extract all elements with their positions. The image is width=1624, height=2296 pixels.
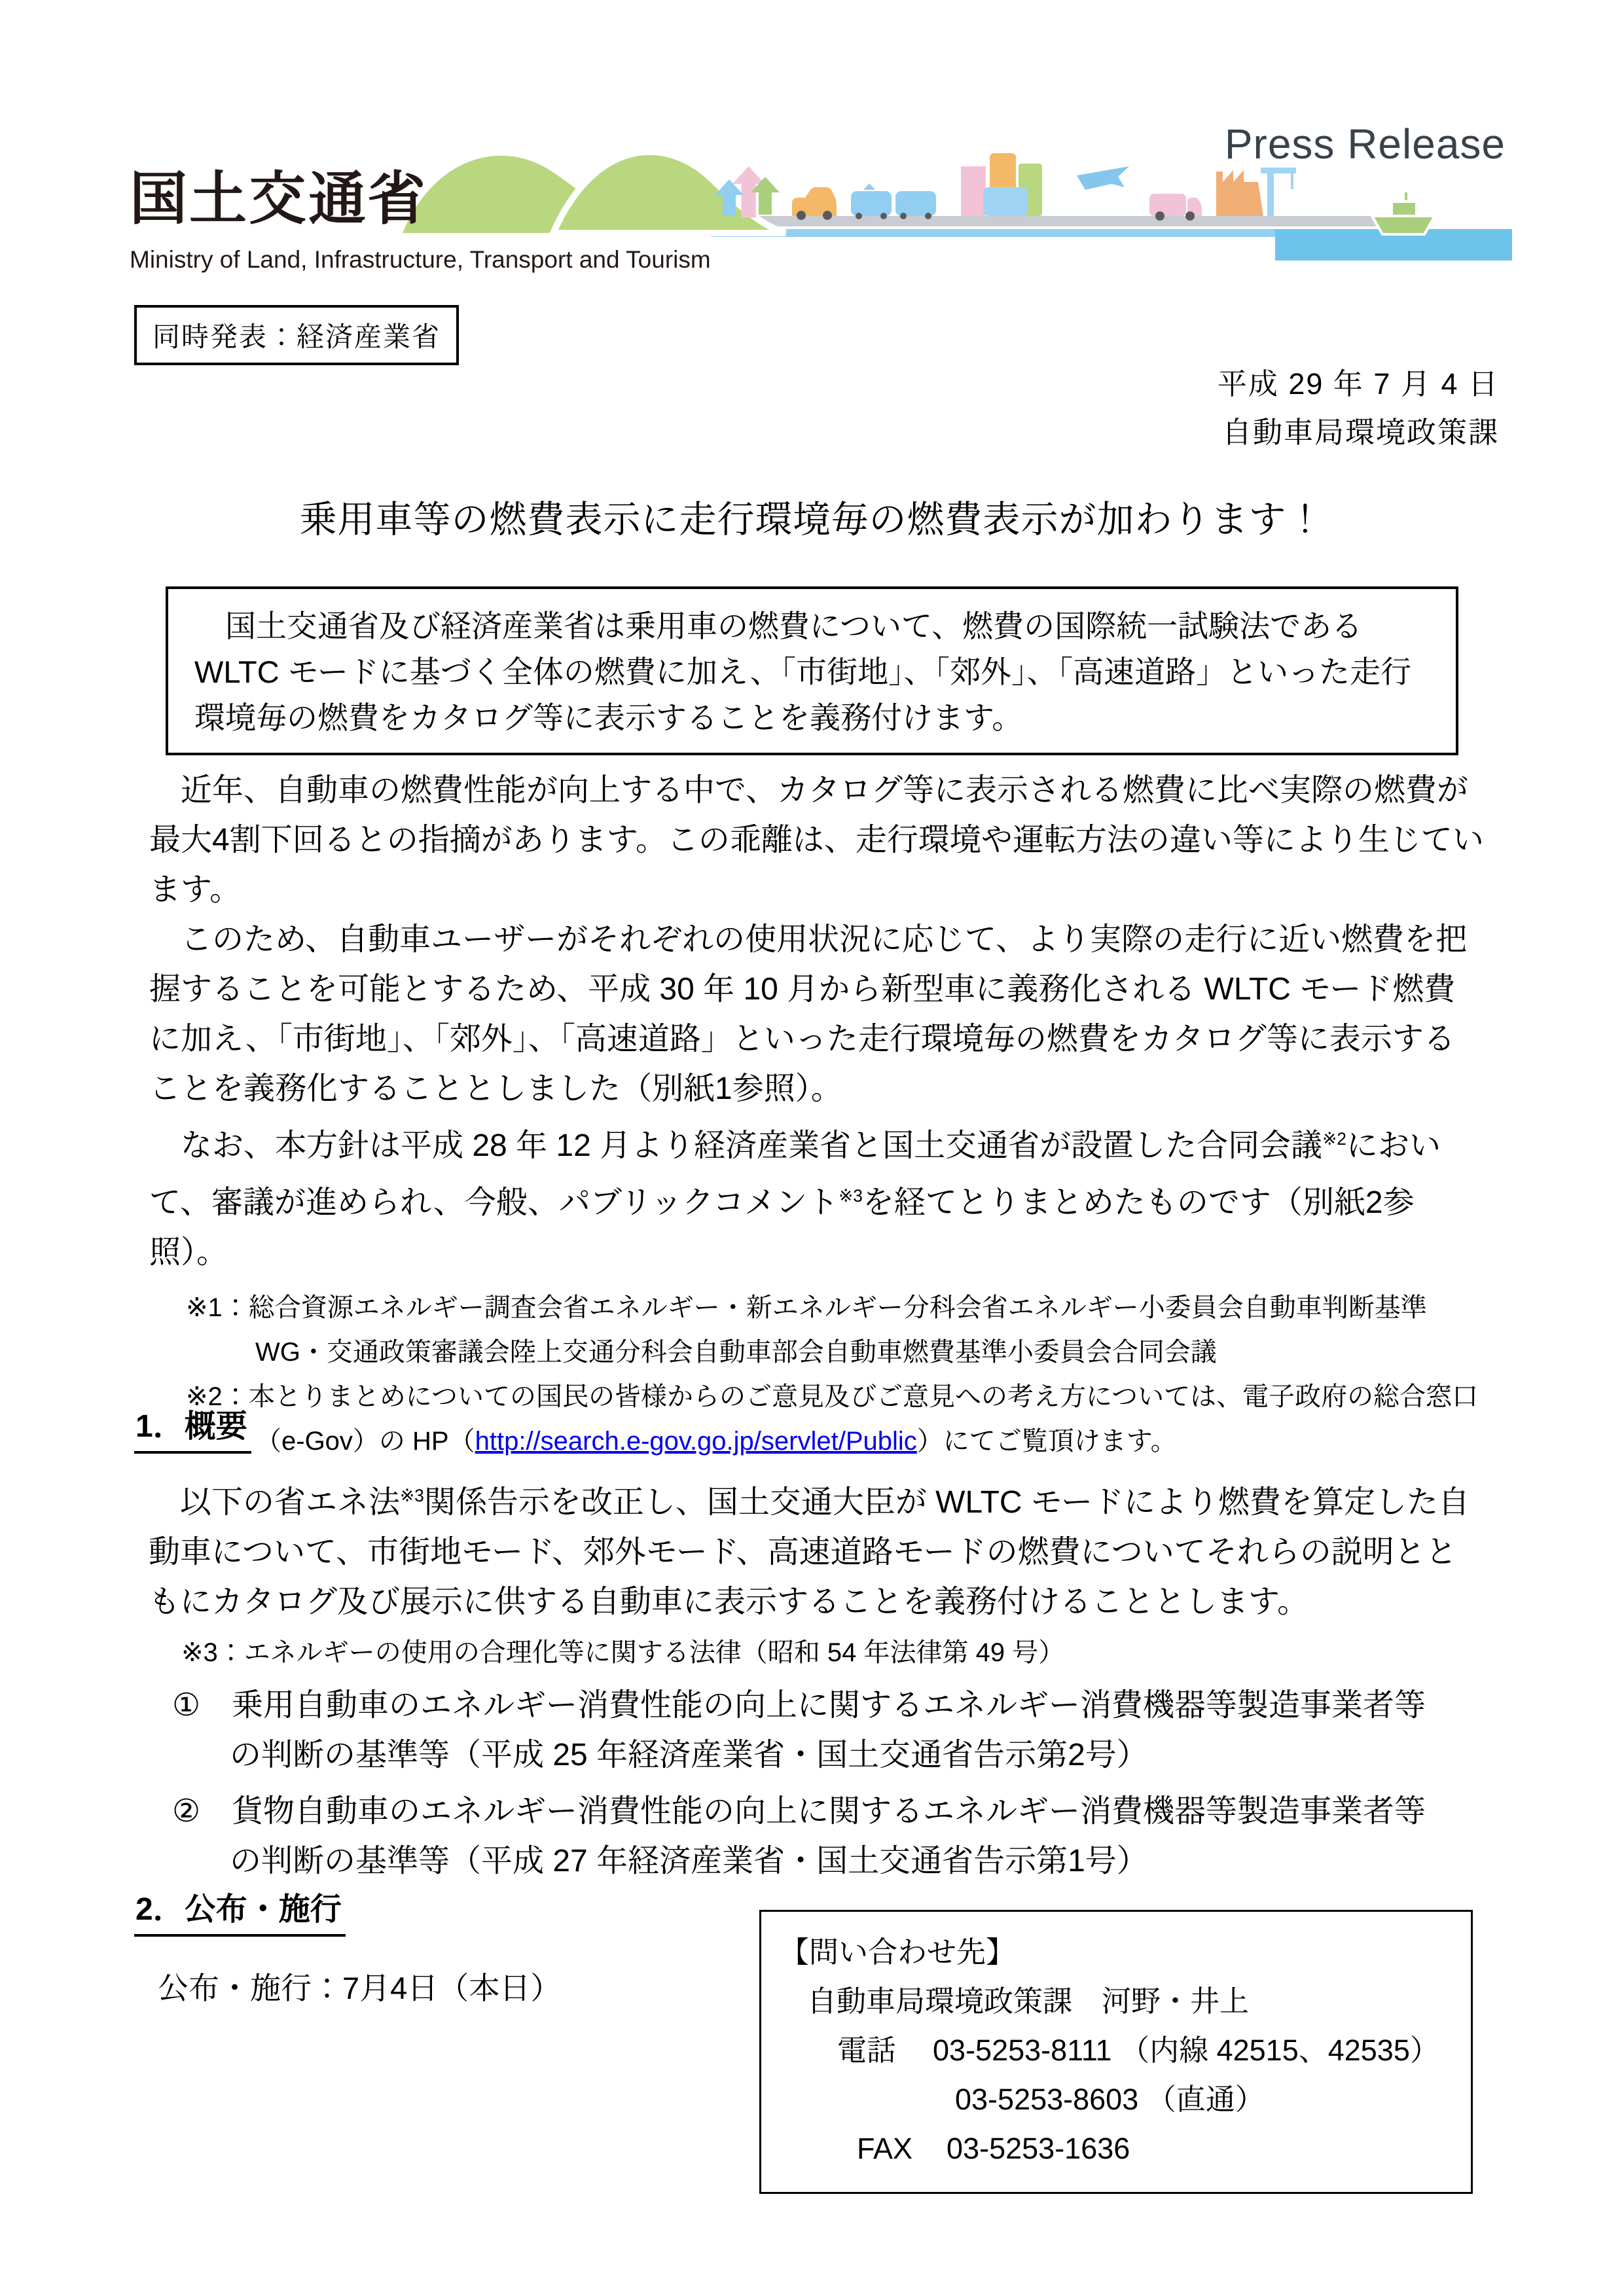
date-block bbox=[1218, 360, 1499, 457]
car-wheel-icon bbox=[797, 211, 806, 220]
summary-box bbox=[166, 586, 1458, 755]
tel-label: 電話 bbox=[837, 2034, 897, 2067]
section-overview bbox=[134, 1401, 1487, 1886]
fax-label: FAX bbox=[857, 2132, 913, 2165]
building-icon bbox=[961, 166, 986, 216]
train-icon bbox=[851, 191, 892, 216]
airplane-icon bbox=[1077, 166, 1129, 190]
section-promulgation bbox=[134, 1884, 789, 2008]
joint-release-text: 同時発表：経済産業省 bbox=[153, 321, 441, 352]
crane-icon bbox=[1267, 173, 1274, 216]
section-2-body: 公布・施行：7月4日（本日） bbox=[158, 1971, 562, 2005]
page-title: 乗用車等の燃費表示に走行環境毎の燃費表示が加わります！ bbox=[299, 499, 1325, 541]
contact-heading: 【問い合わせ先】 bbox=[780, 1935, 1016, 1969]
sea-strip-icon bbox=[711, 229, 1275, 237]
list-item-1: ① 乗用自動車のエネルギー消費性能の向上に関するエネルギー消費機器等製造事業者等の判断の基準等（平成 25 年経済産業省・国土交通省告示第2号） bbox=[172, 1688, 1426, 1772]
section-1-heading: 1．概要 bbox=[134, 1401, 1487, 1454]
contact-tel-row bbox=[780, 2026, 1453, 2075]
mlit-logo-subtitle: Ministry of Land, Infrastructure, Transport and Tourism bbox=[130, 246, 711, 273]
footnote-ref-2: ※2 bbox=[1322, 1129, 1346, 1149]
joint-release-box bbox=[134, 305, 459, 365]
paragraph-3-text: なお、本方針は平成 28 年 12 月より経済産業省と国土交通省が設置した合同会議 bbox=[181, 1128, 1323, 1163]
press-release-label: Press Release bbox=[1224, 120, 1506, 168]
section-1-paragraph bbox=[149, 1471, 1471, 1627]
footnote-ref-3: ※3 bbox=[400, 1486, 424, 1505]
train-wheel-icon bbox=[856, 213, 862, 219]
contact-fax-row bbox=[780, 2124, 1453, 2173]
tel-number-2: 03-5253-8603 （直通） bbox=[955, 2083, 1265, 2116]
egov-link[interactable]: http://search.e-gov.go.jp/servlet/Public bbox=[475, 1427, 917, 1456]
contact-box bbox=[759, 1910, 1473, 2194]
train-wheel-icon bbox=[880, 213, 887, 219]
footnote-2-text: ）にてご覧頂けます。 bbox=[916, 1427, 1177, 1456]
footnote-ref-3: ※3 bbox=[839, 1186, 863, 1206]
summary-text: 国土交通省及び経済産業省は乗用車の燃費について、燃費の国際統一試験法であるWLTC モードに基づく全体の燃費に加え、「市街地」、「郊外」、「高速道路」といった走行環境毎の燃費をカタログ等に表示することを義務付けます。 bbox=[194, 609, 1412, 735]
list-item-2: ② 貨物自動車のエネルギー消費性能の向上に関するエネルギー消費機器等製造事業者等の判断の基準等（平成 27 年経済産業省・国土交通省告示第1号） bbox=[172, 1794, 1426, 1878]
paragraph-1: 近年、自動車の燃費性能が向上する中で、カタログ等に表示される燃費に比べ実際の燃費が最大4割下回るとの指摘があります。この乖離は、走行環境や運転方法の違い等により生じています。 bbox=[149, 773, 1484, 907]
contact-department: 自動車局環境政策課 河野・井上 bbox=[807, 1984, 1250, 2018]
crane-jib-icon bbox=[1261, 168, 1296, 173]
paragraph-3 bbox=[149, 1114, 1485, 1278]
mlit-logo-title: 国土交通省 bbox=[130, 166, 428, 231]
factory-icon bbox=[1216, 170, 1263, 216]
crane-cable-icon bbox=[1291, 173, 1293, 189]
section-2-heading: 2．公布・施行 bbox=[134, 1884, 789, 1937]
ship-icon bbox=[1372, 191, 1435, 234]
train-icon bbox=[895, 191, 936, 216]
body-text bbox=[149, 766, 1485, 1463]
paragraph-2: このため、自動車ユーザーがそれぞれの使用状況に応じて、より実際の走行に近い燃費を把握することを可能とするため、平成 30 年 10 月から新型車に義務化される WLTC モード燃費に加え、「市街地」、「郊外」、「高速道路」といった走行環境毎の燃費をカタログ等に表示することを義務化することとしました（別紙1参照）。 bbox=[149, 922, 1468, 1106]
footnote-3: ※3：エネルギーの使用の合理化等に関する法律（昭和 54 年法律第 49 号） bbox=[181, 1638, 1065, 1667]
section-1-text: 以下の省エネ法 bbox=[180, 1485, 401, 1520]
paragraph-3-text: を経てとりまとめたものです（別紙2参照）。 bbox=[149, 1185, 1415, 1270]
paragraph-3-text: において、審議が進められ、今般、パブリックコメント bbox=[149, 1128, 1441, 1220]
tel-number-1: 03-5253-8111 （内線 42515、42535） bbox=[933, 2034, 1439, 2067]
footnote-2-text: ※2：本とりまとめについての国民の皆様からのご意見及びご意見への考え方については、電子政府の総合窓口（e-Gov）の HP（ bbox=[186, 1382, 1479, 1456]
car-wheel-icon bbox=[823, 211, 832, 220]
train-wheel-icon bbox=[925, 213, 931, 219]
road-icon bbox=[706, 216, 1401, 226]
truck-wheel-icon bbox=[1185, 211, 1195, 221]
truck-wheel-icon bbox=[1155, 211, 1164, 221]
train-pantograph-icon bbox=[863, 183, 875, 190]
building-icon bbox=[983, 187, 1028, 216]
mlit-logo bbox=[130, 153, 711, 274]
release-date: 平成 29 年 7 月 4 日 bbox=[1217, 367, 1499, 401]
department-name: 自動車局環境政策課 bbox=[1221, 416, 1499, 449]
truck-icon bbox=[1149, 194, 1186, 216]
footnote-1: ※1：総合資源エネルギー調査会省エネルギー・新エネルギー分科会省エネルギー小委員会自動車判断基準 WG・交通政策審議会陸上交通分科会自動車部会自動車燃費基準小委員会合同会議 bbox=[186, 1293, 1427, 1367]
section-1-text: 関係告示を改正し、国土交通大臣が WLTC モードにより燃費を算定した自動車について、市街地モード、郊外モード、高速道路モードの燃費についてそれらの説明とともにカタログ及び展示に供する自動車に表示することを義務付けることとします。 bbox=[149, 1485, 1470, 1619]
train-wheel-icon bbox=[900, 213, 907, 219]
fax-number: 03-5253-1636 bbox=[947, 2132, 1130, 2165]
